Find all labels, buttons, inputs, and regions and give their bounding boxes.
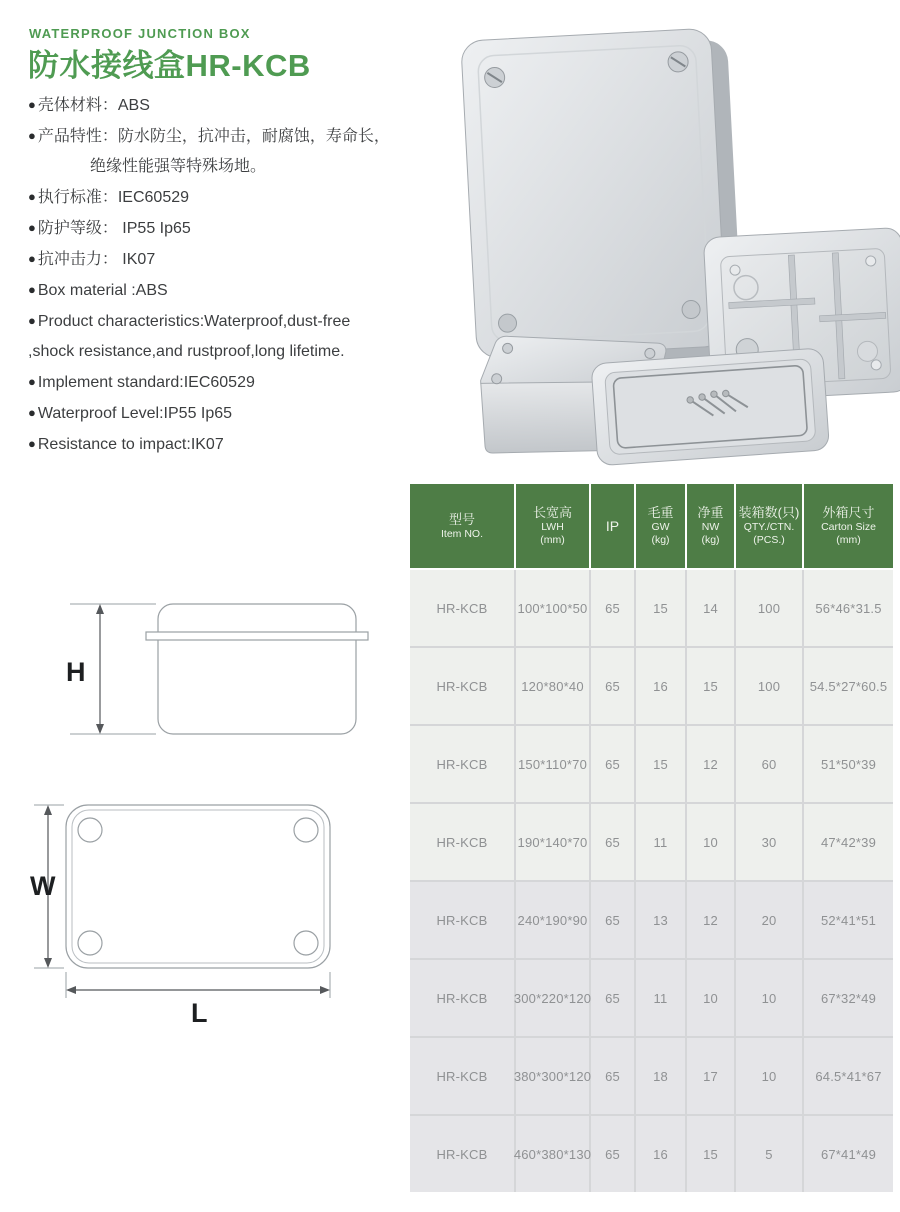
spec-line: ● 壳体材料：ABS [28,90,438,121]
drawing-top-view [26,790,371,1030]
table-cell: 64.5*41*67 [804,1038,893,1114]
table-header-line: (PCS.) [753,534,785,546]
table-header-cell [591,484,634,568]
table-header-cell [636,484,685,568]
table-header-line: GW [651,521,670,533]
table-cell: 65 [591,1116,634,1192]
table-cell: 17 [687,1038,734,1114]
table-cell: 14 [687,570,734,646]
bullet-icon: ● [28,220,36,235]
table-header-cell [804,484,893,568]
table-header-line: NW [701,521,720,533]
table-cell: 65 [591,570,634,646]
spec-list [28,90,438,460]
spec-line: ● 产品特性：防水防尘，抗冲击，耐腐蚀，寿命长， [28,121,438,152]
table-cell: 67*41*49 [804,1116,893,1192]
bullet-icon: ● [28,97,36,112]
table-cell: 10 [736,960,802,1036]
spec-table-header [410,484,893,568]
bullet-icon: ● [28,282,36,297]
table-cell: 10 [736,1038,802,1114]
table-cell: 10 [687,804,734,880]
spec-line: ● Waterproof Level:IP55 Ip65 [28,398,438,429]
table-cell: 18 [636,1038,685,1114]
table-cell: HR-KCB [410,960,514,1036]
table-header-line: (kg) [701,534,720,546]
table-header-line: 外箱尺寸 [822,505,875,520]
bullet-icon: ● [28,405,36,420]
table-header-cell [410,484,514,568]
table-cell: 56*46*31.5 [804,570,893,646]
table-cell: 100*100*50 [516,570,589,646]
table-cell: 100 [736,648,802,724]
table-header-line: 净重 [697,505,724,520]
table-cell: 120*80*40 [516,648,589,724]
table-cell: 460*380*130 [516,1116,589,1192]
table-cell: 65 [591,804,634,880]
lid-with-screws-icon [591,348,830,466]
table-header-line: (mm) [836,534,861,546]
spec-table-body [410,570,893,1192]
table-cell: 190*140*70 [516,804,589,880]
table-cell: 15 [687,648,734,724]
spec-line: ● Box material :ABS [28,275,438,306]
table-cell: 51*50*39 [804,726,893,802]
spec-line: ● 防护等级： IP55 Ip65 [28,213,438,244]
table-cell: 380*300*120 [516,1038,589,1114]
table-cell: 15 [636,726,685,802]
table-header-cell [736,484,802,568]
bullet-icon: ● [28,251,36,266]
table-cell: HR-KCB [410,882,514,958]
drawing-side-view [26,596,371,746]
table-cell: 16 [636,1116,685,1192]
bullet-icon: ● [28,189,36,204]
spec-line: ● Resistance to impact:IK07 [28,429,438,460]
table-cell: 16 [636,648,685,724]
table-header-line: Item NO. [440,527,483,540]
table-cell: 100 [736,570,802,646]
table-cell: HR-KCB [410,648,514,724]
table-cell: 11 [636,804,685,880]
dimension-label-h: H [66,657,86,687]
bullet-icon: ● [28,374,36,389]
product-photo [433,16,900,474]
table-cell: 65 [591,648,634,724]
spec-line: ● Implement standard:IEC60529 [28,367,438,398]
bullet-icon: ● [28,313,36,328]
spec-line: ● 抗冲击力： IK07 [28,244,438,275]
table-cell: 54.5*27*60.5 [804,648,893,724]
table-cell: 65 [591,1038,634,1114]
table-header-line: 毛重 [647,505,674,520]
table-cell: 12 [687,882,734,958]
table-cell: 15 [636,570,685,646]
bullet-icon: ● [28,128,36,143]
table-header-cell [516,484,589,568]
table-cell: HR-KCB [410,1038,514,1114]
table-cell: 12 [687,726,734,802]
table-cell: HR-KCB [410,726,514,802]
table-cell: 10 [687,960,734,1036]
page-title: 防水接线盒HR-KCB [28,48,311,83]
table-header-line: Carton Size [821,521,876,533]
table-cell: 15 [687,1116,734,1192]
table-header-line: 长宽高 [532,505,572,520]
bullet-icon: ● [28,436,36,451]
table-cell: HR-KCB [410,804,514,880]
table-cell: 240*190*90 [516,882,589,958]
dimension-label-w: W [30,871,56,901]
table-cell: 65 [591,882,634,958]
table-cell: 300*220*120 [516,960,589,1036]
table-cell: 60 [736,726,802,802]
table-header-line: 型号 [448,511,475,527]
table-cell: 30 [736,804,802,880]
table-header-cell [687,484,734,568]
table-cell: 20 [736,882,802,958]
page-eyebrow: WATERPROOF JUNCTION BOX [29,26,251,41]
table-cell: 67*32*49 [804,960,893,1036]
spec-line: ● Product characteristics:Waterproof,dust-free [28,306,438,337]
table-header-line: QTY./CTN. [743,521,795,533]
table-header-line: LWH [541,521,564,533]
table-cell: HR-KCB [410,570,514,646]
spec-line: ● 执行标准：IEC60529 [28,182,438,213]
table-cell: HR-KCB [410,1116,514,1192]
table-cell: 65 [591,960,634,1036]
junction-box-large-icon [461,27,744,370]
dimension-label-l: L [191,998,208,1028]
table-header-line: (kg) [651,534,670,546]
spec-table [410,484,893,1192]
table-cell: 11 [636,960,685,1036]
table-cell: 5 [736,1116,802,1192]
table-cell: 150*110*70 [516,726,589,802]
table-header-line: IP [605,518,620,534]
spec-line: ,shock resistance,and rustproof,long lifetime. [28,343,345,360]
spec-line: 绝缘性能强等特殊场地。 [90,158,267,175]
table-header-line: (mm) [540,534,565,546]
table-cell: 47*42*39 [804,804,893,880]
table-cell: 13 [636,882,685,958]
table-cell: 65 [591,726,634,802]
table-header-line: 装箱数(只) [738,505,800,520]
table-cell: 52*41*51 [804,882,893,958]
